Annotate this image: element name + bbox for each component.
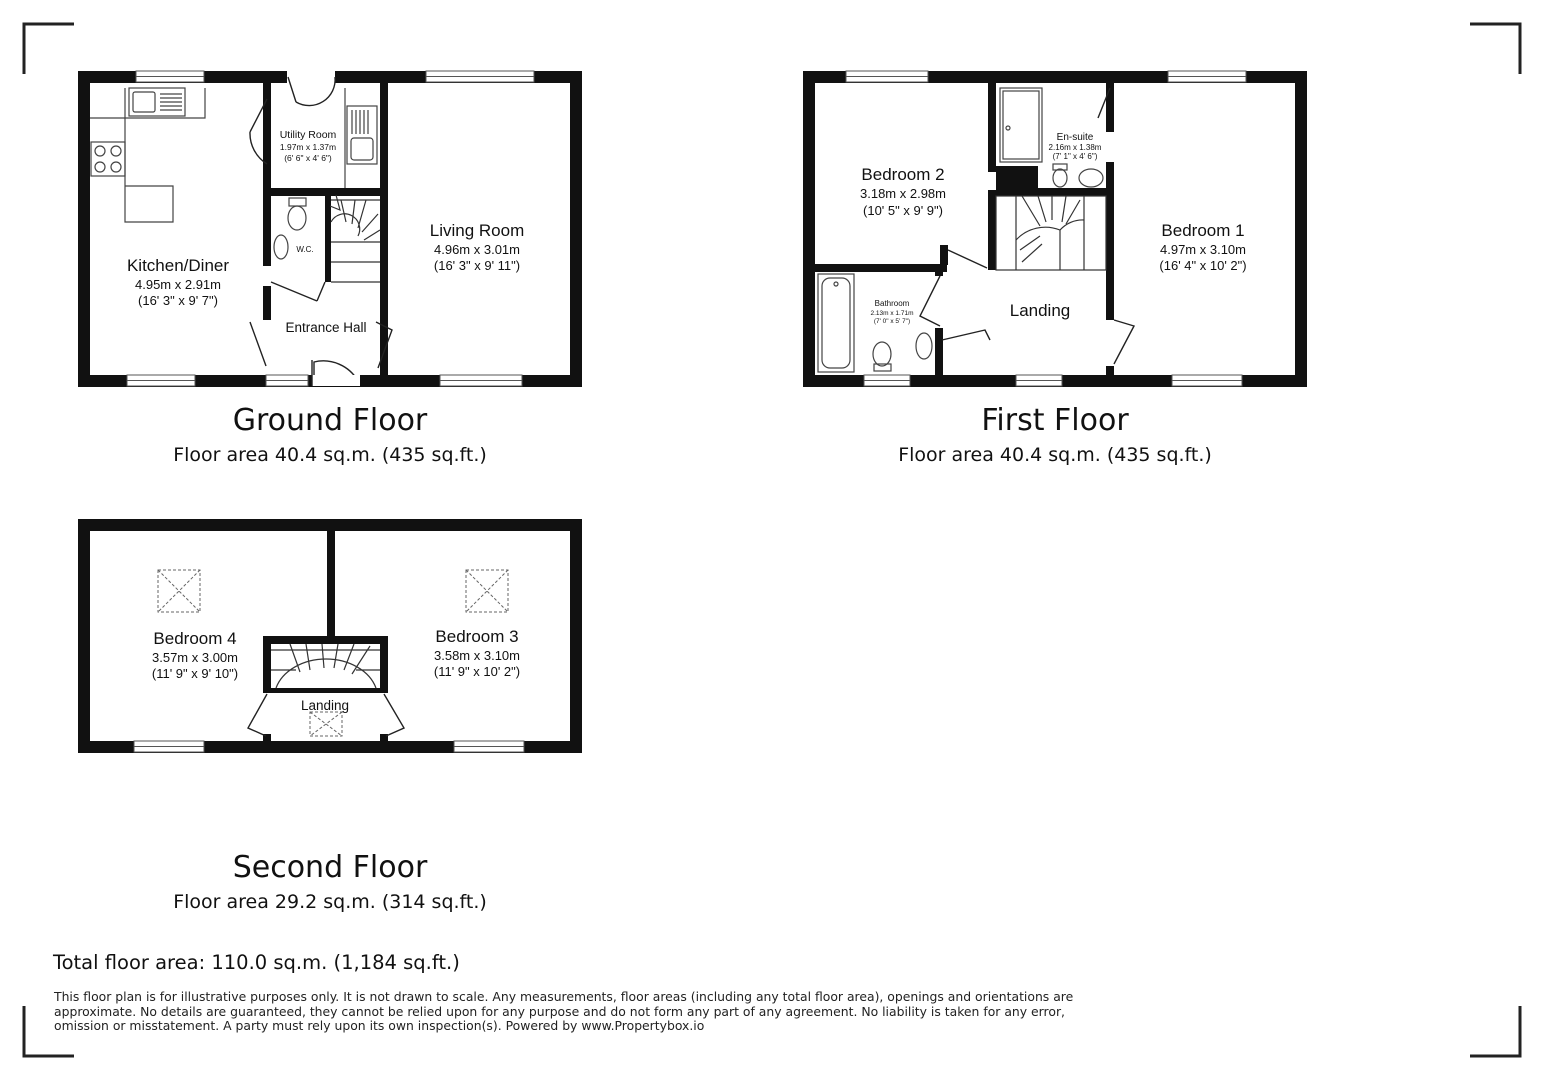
ground-floor-area: Floor area 40.4 sq.m. (435 sq.ft.) — [173, 444, 487, 466]
wc-name: W.C. — [296, 245, 314, 254]
hall-name: Entrance Hall — [285, 320, 367, 335]
living-name: Living Room — [429, 221, 525, 240]
first-floor-plan — [809, 71, 1301, 466]
ensuite-name: En-suite — [1056, 132, 1094, 143]
ground-floor-plan — [84, 70, 576, 466]
first-stairs-icon — [996, 196, 1106, 270]
bathroom-name: Bathroom — [874, 299, 910, 308]
bedroom1-metric: 4.97m x 3.10m — [1160, 242, 1246, 257]
kitchen-name: Kitchen/Diner — [126, 256, 230, 275]
bedroom2-imperial: (10' 5" x 9' 9") — [863, 203, 943, 218]
second-floor-area: Floor area 29.2 sq.m. (314 sq.ft.) — [173, 891, 487, 913]
bathroom-basin-icon — [916, 333, 932, 359]
bath-icon — [818, 274, 854, 372]
first-doors — [920, 88, 1134, 364]
utility-metric: 1.97m x 1.37m — [279, 142, 337, 152]
landing-name: Landing — [1009, 301, 1071, 320]
utility-name: Utility Room — [279, 129, 337, 141]
ground-doors — [250, 70, 392, 386]
disclaimer-text: This floor plan is for illustrative purposes only. It is not drawn to scale. Any measurements, floor areas (including any total floor area), openings and orientations are approximate. No details are guaranteed, they cannot be relied upon for any purpose and do not form any part of any agreement. No liability is taken for any error, omission or misstatement. A party must rely upon its own inspection(s). Powered by www.Propertybox.io — [54, 989, 1074, 1034]
second-stairs-icon — [271, 644, 380, 688]
bedroom2-metric: 3.18m x 2.98m — [860, 186, 946, 201]
ensuite-metric: 2.16m x 1.38m — [1048, 143, 1102, 152]
ground-fixtures — [90, 88, 377, 259]
second-floor-plan — [84, 525, 576, 913]
bedroom3-name: Bedroom 3 — [435, 627, 519, 646]
bathroom-metric: 2.13m x 1.71m — [870, 310, 914, 317]
ground-floor-title: Ground Floor — [232, 403, 428, 438]
bedroom3-imperial: (11' 9" x 10' 2") — [433, 664, 521, 679]
ground-stairs-icon — [330, 195, 380, 282]
ensuite-toilet-icon — [1053, 169, 1067, 187]
kitchen-imperial: (16' 3" x 9' 7") — [138, 293, 218, 308]
bedroom4-name: Bedroom 4 — [153, 629, 237, 648]
kitchen-metric: 4.95m x 2.91m — [135, 277, 221, 292]
ensuite-imperial: (7' 1" x 4' 6") — [1052, 152, 1098, 161]
shower-tray-icon — [1000, 88, 1042, 162]
second-floor-title: Second Floor — [232, 850, 428, 885]
bedroom2-name: Bedroom 2 — [861, 165, 945, 184]
bedroom1-name: Bedroom 1 — [1161, 221, 1245, 240]
first-interior-walls — [815, 82, 1114, 376]
bedroom4-metric: 3.57m x 3.00m — [152, 650, 238, 665]
utility-imperial: (6' 6" x 4' 6") — [284, 153, 332, 163]
bathroom-imperial: (7' 0" x 5' 7") — [873, 318, 911, 325]
landing-name: Landing — [300, 698, 350, 713]
bedroom4-imperial: (11' 9" x 9' 10") — [151, 666, 239, 681]
bedroom1-imperial: (16' 4" x 10' 2") — [1159, 258, 1247, 273]
ensuite-basin-icon — [1079, 169, 1103, 187]
bedroom3-metric: 3.58m x 3.10m — [434, 648, 520, 663]
bathroom-toilet-icon — [873, 342, 891, 366]
first-floor-area: Floor area 40.4 sq.m. (435 sq.ft.) — [898, 444, 1212, 466]
first-floor-title: First Floor — [981, 403, 1129, 438]
living-metric: 4.96m x 3.01m — [434, 242, 520, 257]
living-imperial: (16' 3" x 9' 11") — [433, 258, 521, 273]
wc-basin-icon — [274, 235, 288, 259]
wc-toilet-icon — [288, 206, 306, 230]
total-floor-area: Total floor area: 110.0 sq.m. (1,184 sq.ft.) — [53, 951, 460, 974]
